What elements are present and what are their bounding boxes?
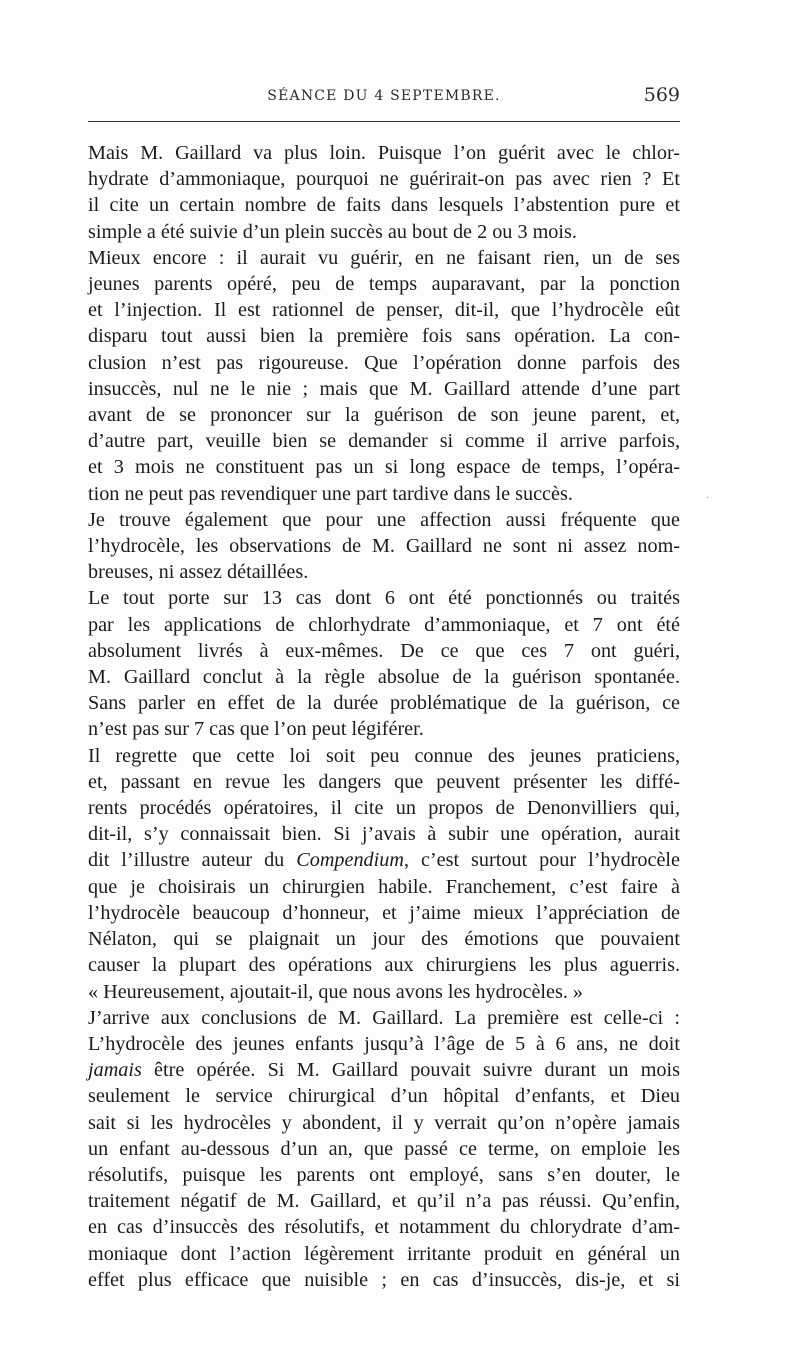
paragraph: [88, 507, 680, 586]
paragraph: [88, 585, 680, 742]
text-line: hydrate d’ammoniaque, pourquoi ne guérirait-on pas avec rien ? Et: [88, 168, 680, 191]
running-head: [88, 84, 680, 116]
text-line: Le tout porte sur 13 cas dont 6 ont été ponctionnés ou traités: [88, 587, 680, 610]
text-line: et, passant en revue les dangers que peuvent présenter les diffé-: [88, 770, 680, 793]
paragraph: [88, 140, 680, 245]
text-line: J’arrive aux conclusions de M. Gaillard. La première est celle-ci :: [88, 1006, 680, 1029]
margin-dot: ·: [706, 493, 710, 504]
italic-text: Compendium: [296, 849, 404, 872]
body-text: [88, 140, 680, 1293]
text-line: traitement négatif de M. Gaillard, et qu’il n’a pas réussi. Qu’enfin,: [88, 1190, 680, 1213]
text-line: avant de se prononcer sur la guérison de son jeune parent, et,: [88, 404, 680, 427]
text-line: dit-il, s’y connaissait bien. Si j’avais à subir une opération, aurait: [88, 823, 680, 846]
text-line: jamais être opérée. Si M. Gaillard pouvait suivre durant un mois: [88, 1059, 680, 1082]
text-line: effet plus efficace que nuisible ; en cas d’insuccès, dis-je, et si: [88, 1268, 680, 1291]
text-line: résolutifs, puisque les parents ont employé, sans s’en douter, le: [88, 1163, 680, 1186]
text-line: insuccès, nul ne le nie ; mais que M. Gaillard attende d’une part: [88, 377, 680, 400]
text-line: moniaque dont l’action légèrement irritante produit en général un: [88, 1242, 680, 1265]
text-line: d’autre part, veuille bien se demander si comme il arrive parfois,: [88, 430, 680, 453]
text-line: un enfant au-dessous d’un an, que passé ce terme, on emploie les: [88, 1137, 680, 1160]
text-line: rents procédés opératoires, il cite un propos de Denonvilliers qui,: [88, 797, 680, 820]
text-line: Il regrette que cette loi soit peu connue des jeunes praticiens,: [88, 744, 680, 767]
text-line: simple a été suivie d’un plein succès au bout de 2 ou 3 mois.: [88, 220, 577, 243]
page-number: 569: [643, 84, 680, 106]
text-line: et l’injection. Il est rationnel de penser, dit-il, que l’hydrocèle eût: [88, 299, 680, 322]
text-line: que je choisirais un chirurgien habile. Franchement, c’est faire à: [88, 875, 680, 898]
text-line: causer la plupart des opérations aux chirurgiens les plus aguerris.: [88, 954, 680, 977]
text-line: jeunes parents opéré, peu de temps auparavant, par la ponction: [88, 273, 680, 296]
text-line: Nélaton, qui se plaignait un jour des émotions que pouvaient: [88, 928, 680, 951]
text-line: M. Gaillard conclut à la règle absolue de la guérison spontanée.: [88, 666, 680, 689]
header-rule: [88, 121, 680, 122]
text-line: Mais M. Gaillard va plus loin. Puisque l’on guérit avec le chlor-: [88, 142, 680, 164]
text-line: disparu tout aussi bien la première fois sans opération. La con-: [88, 325, 680, 348]
text-line: Mieux encore : il aurait vu guérir, en ne faisant rien, un de ses: [88, 246, 680, 269]
italic-text: jamais: [88, 1059, 142, 1082]
text-line: clusion n’est pas rigoureuse. Que l’opération donne parfois des: [88, 351, 680, 374]
text-line: seulement le service chirurgical d’un hôpital d’enfants, et Dieu: [88, 1085, 680, 1108]
text-line: sait si les hydrocèles y abondent, il y verrait qu’on n’opère jamais: [88, 1111, 680, 1134]
running-title: SÉANCE DU 4 SEPTEMBRE.: [267, 88, 501, 104]
text-line: l’hydrocèle, les observations de M. Gaillard ne sont ni assez nom-: [88, 535, 680, 558]
text-line: par les applications de chlorhydrate d’ammoniaque, et 7 ont été: [88, 613, 680, 636]
text-line: Je trouve également que pour une affection aussi fréquente que: [88, 508, 680, 531]
text-line: tion ne peut pas revendiquer une part tardive dans le succès.: [88, 482, 573, 505]
paragraph: [88, 245, 680, 507]
text-line: l’hydrocèle beaucoup d’honneur, et j’aime mieux l’appréciation de: [88, 901, 680, 924]
text-line: et 3 mois ne constituent pas un si long espace de temps, l’opéra-: [88, 456, 680, 479]
paragraph: [88, 743, 680, 1005]
text-line: dit l’illustre auteur du Compendium, c’est surtout pour l’hydrocèle: [88, 849, 681, 872]
text-line: absolument livrés à eux-mêmes. De ce que ces 7 ont guéri,: [88, 639, 680, 662]
text-line: Sans parler en effet de la durée problématique de la guérison, ce: [88, 692, 680, 715]
text-line: en cas d’insuccès des résolutifs, et notamment du chlorydrate d’am-: [88, 1216, 680, 1239]
text-line: breuses, ni assez détaillées.: [88, 561, 309, 584]
text-line: n’est pas sur 7 cas que l’on peut légiférer.: [88, 718, 424, 741]
paragraph: [88, 1005, 680, 1293]
text-line: L’hydrocèle des jeunes enfants jusqu’à l’âge de 5 à 6 ans, ne doit: [88, 1032, 680, 1055]
text-line: « Heureusement, ajoutait-il, que nous avons les hydrocèles. »: [88, 980, 584, 1003]
text-line: il cite un certain nombre de faits dans lesquels l’abstention pure et: [88, 194, 680, 217]
